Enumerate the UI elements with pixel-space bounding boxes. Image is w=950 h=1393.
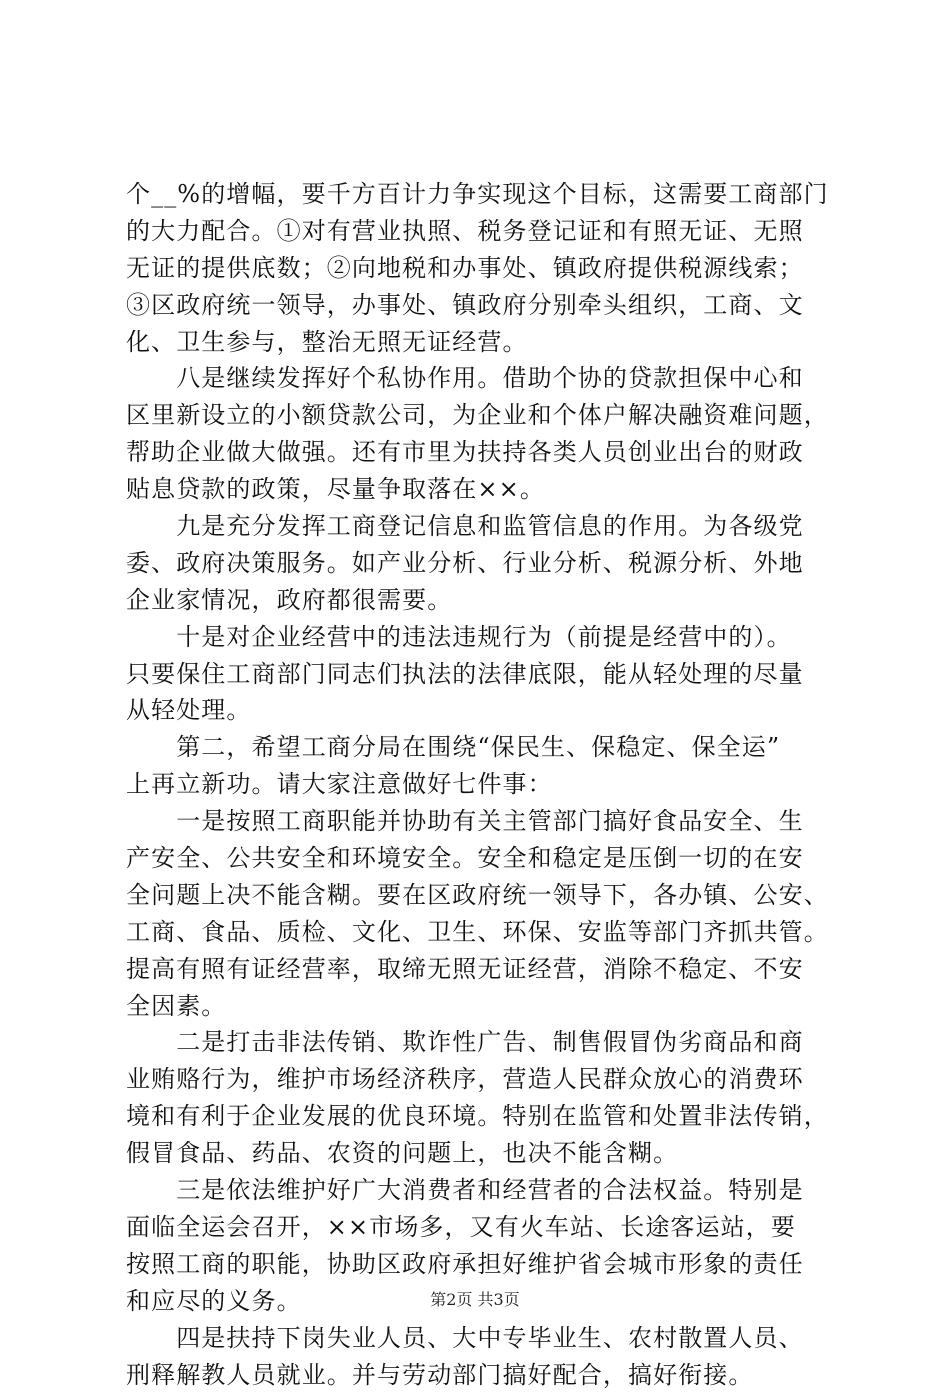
- text-line: ③区政府统一领导，办事处、镇政府分别牵头组织，工商、文: [126, 287, 846, 324]
- text-line: 十是对企业经营中的违法违规行为（前提是经营中的）。: [126, 619, 846, 656]
- text-line: 从轻处理。: [126, 692, 846, 729]
- text-line: 四是扶持下岗失业人员、大中专毕业生、农村散置人员、: [126, 1320, 846, 1357]
- text-line: 面临全运会召开，××市场多，又有火车站、长途客运站，要: [126, 1209, 846, 1246]
- text-line: 上再立新功。请大家注意做好七件事：: [126, 766, 846, 803]
- text-line: 和应尽的义务。: [126, 1283, 846, 1320]
- text-line: 提高有照有证经营率，取缔无照无证经营，消除不稳定、不安: [126, 951, 846, 988]
- text-line: 个__%的增幅，要千方百计力争实现这个目标，这需要工商部门: [126, 176, 846, 213]
- text-line: 一是按照工商职能并协助有关主管部门搞好食品安全、生: [126, 803, 846, 840]
- text-line: 帮助企业做大做强。还有市里为扶持各类人员创业出台的财政: [126, 434, 846, 471]
- text-line: 企业家情况，政府都很需要。: [126, 582, 846, 619]
- text-line: 九是充分发挥工商登记信息和监管信息的作用。为各级党: [126, 508, 846, 545]
- document-body: [126, 176, 846, 1393]
- text-line: 第二，希望工商分局在围绕“保民生、保稳定、保全运”: [126, 729, 846, 766]
- page-footer: [0, 1290, 950, 1310]
- text-line: 的大力配合。①对有营业执照、税务登记证和有照无证、无照: [126, 213, 846, 250]
- text-line: 全因素。: [126, 988, 846, 1025]
- text-line: 业贿赂行为，维护市场经济秩序，营造人民群众放心的消费环: [126, 1061, 846, 1098]
- text-line: 境和有利于企业发展的优良环境。特别在监管和处置非法传销，: [126, 1098, 846, 1135]
- text-line: 工商、食品、质检、文化、卫生、环保、安监等部门齐抓共管。: [126, 914, 846, 951]
- text-line: 全问题上决不能含糊。要在区政府统一领导下，各办镇、公安、: [126, 877, 846, 914]
- text-line: 化、卫生参与，整治无照无证经营。: [126, 324, 846, 361]
- page-number-label: 第2页 共3页: [430, 1290, 519, 1309]
- text-line: 三是依法维护好广大消费者和经营者的合法权益。特别是: [126, 1172, 846, 1209]
- text-line: 八是继续发挥好个私协作用。借助个协的贷款担保中心和: [126, 360, 846, 397]
- text-line: 刑释解教人员就业。并与劳动部门搞好配合，搞好衔接。: [126, 1357, 846, 1393]
- text-line: 按照工商的职能，协助区政府承担好维护省会城市形象的责任: [126, 1246, 846, 1283]
- text-line: 假冒食品、药品、农资的问题上，也决不能含糊。: [126, 1135, 846, 1172]
- text-line: 委、政府决策服务。如产业分析、行业分析、税源分析、外地: [126, 545, 846, 582]
- text-line: 无证的提供底数；②向地税和办事处、镇政府提供税源线索；: [126, 250, 846, 287]
- text-line: 二是打击非法传销、欺诈性广告、制售假冒伪劣商品和商: [126, 1024, 846, 1061]
- text-line: 贴息贷款的政策，尽量争取落在××。: [126, 471, 846, 508]
- text-line: 产安全、公共安全和环境安全。安全和稳定是压倒一切的在安: [126, 840, 846, 877]
- text-line: 只要保住工商部门同志们执法的法律底限，能从轻处理的尽量: [126, 656, 846, 693]
- text-line: 区里新设立的小额贷款公司，为企业和个体户解决融资难问题，: [126, 397, 846, 434]
